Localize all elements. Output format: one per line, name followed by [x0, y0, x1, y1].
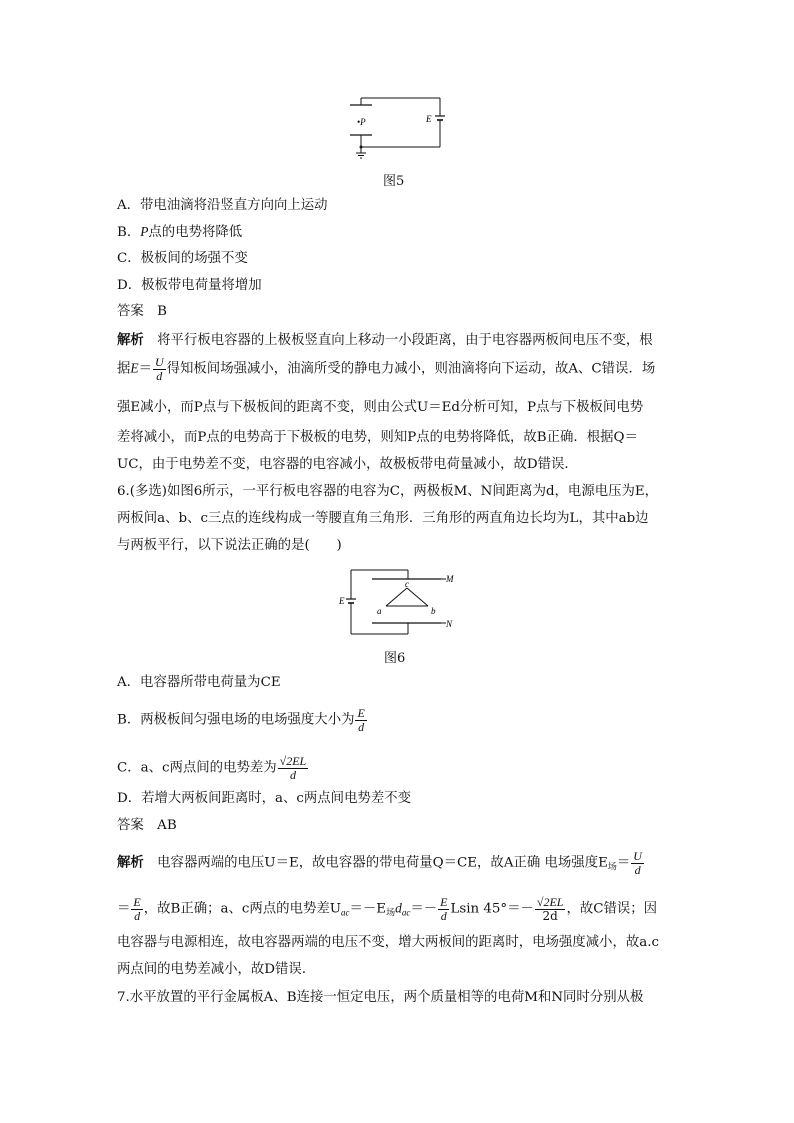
q6-option-b-fraction	[355, 707, 366, 733]
figure-5-caption: 图5	[383, 174, 405, 189]
q6-a2-num2: E	[440, 895, 448, 909]
q6-analysis-line-3: 电容器与电源相连，故电容器两端的电压不变，增大两板间的距离时，电场强度减小，故a.c	[117, 935, 659, 950]
q5-l2-eq: ＝	[138, 361, 152, 377]
q5-answer-label: 答案	[117, 304, 144, 319]
q6-analysis-line-1	[117, 850, 645, 878]
q5-analysis-text-1: 将平行板电容器的上极板竖直向上移动一小段距离，由于电容器两板间电压不变，根	[157, 333, 653, 348]
q6-a2-sub-field: 场	[386, 908, 396, 919]
q6-ob-den: d	[358, 719, 365, 734]
fig6-label-n: N	[446, 619, 453, 629]
q5-option-b-post: 点的电势将降低	[148, 225, 243, 240]
q6-option-a: A．电容器所带电荷量为CE	[117, 675, 281, 690]
q6-a2-eq2: ＝－	[410, 901, 438, 917]
q6-a2-num3: √2EL	[536, 895, 564, 909]
q6-stem-line-1: 6.(多选)如图6所示，一平行板电容器的电容为C，两极板M、N间距离为d，电源电压为E，	[117, 484, 659, 499]
q5-option-b-pre: B．	[117, 225, 141, 240]
q5-answer-value: B	[157, 304, 168, 319]
q6-a2-fraction-3	[535, 896, 566, 922]
q6-a2-mid2: ＝－E	[349, 901, 387, 917]
q6-option-b	[117, 707, 368, 733]
q6-a2-mid: ，故B正确；a、c两点的电势差U	[143, 901, 342, 917]
q5-l2-e: E	[130, 360, 139, 376]
figure-6-circuit	[338, 566, 460, 638]
q5-analysis-label: 解析	[117, 332, 144, 348]
q5-fraction-u-d	[153, 356, 166, 382]
q6-option-c	[117, 755, 309, 781]
q6-a2-sub-ac2: ac	[401, 907, 411, 918]
q5-answer	[117, 302, 167, 322]
fig5-label-p: •P	[357, 117, 366, 127]
q6-a1: 电容器两端的电压U＝E，故电容器的带电荷量Q＝CE，故A正确 电场强度E	[157, 855, 608, 871]
q6-ob-num: E	[357, 706, 365, 720]
q5-option-b	[117, 222, 242, 243]
q6-option-d: D．若增大两板间距离时，a、c两点间电势差不变	[117, 791, 412, 806]
q6-a1-eq: ＝	[616, 855, 631, 871]
q5-analysis-line-2	[117, 356, 655, 382]
q5-l2a: 据	[117, 361, 131, 377]
q5-frac-num: U	[154, 355, 164, 369]
q5-option-a: A．带电油滴将沿竖直方向向上运动	[117, 198, 328, 213]
q6-option-b-text: B．两极板间匀强电场的电场强度大小为	[117, 712, 355, 728]
q6-a2-den1: d	[134, 908, 141, 923]
q6-stem-line-2: 两板间a、b、c三点的连线构成一等腰直角三角形．三角形的两直角边长均为L，其中ab边	[117, 511, 649, 526]
q5-option-d: D．极板带电荷量将增加	[117, 278, 262, 293]
figure-6-caption: 图6	[384, 651, 406, 666]
q6-oc-den: d	[289, 767, 296, 782]
q6-answer-value: AB	[157, 818, 177, 833]
q6-answer	[117, 816, 177, 836]
q6-a1-fraction	[631, 850, 644, 876]
q5-analysis-line-3: 强E减小，而P点与下极板间的距离不变，则由公式U＝Ed分析可知，P点与下极板间电势	[117, 400, 644, 415]
q5-option-b-var: P	[140, 224, 149, 239]
q6-a1-sub: 场	[607, 862, 617, 873]
q6-a2-num1: E	[133, 895, 141, 909]
q6-a2-fraction-2	[438, 896, 449, 922]
q6-analysis-label: 解析	[117, 854, 144, 871]
q6-a1-den: d	[634, 862, 641, 877]
q6-analysis-line-4: 两点间的电势差减小，故D错误．	[117, 962, 316, 977]
q5-frac-den: d	[156, 368, 163, 383]
q6-a2-den3: 2d	[542, 908, 558, 923]
q6-a2-fraction-1	[131, 896, 142, 922]
fig6-label-m: M	[446, 574, 454, 584]
q5-option-c: C．极板间的场强不变	[117, 251, 248, 266]
q6-answer-label: 答案	[117, 818, 144, 833]
q6-option-c-text: C．a、c两点间的电势差为	[117, 760, 277, 776]
q6-a2-sub-ac: ac	[341, 907, 350, 918]
figure-5-circuit	[340, 92, 450, 162]
q5-analysis-line-5: UC，由于电势差不变，电容器的电容减小，故极板带电荷量减小，故D错误．	[117, 457, 578, 472]
q6-a2-eq: ＝	[117, 901, 131, 917]
q6-a2-den2: d	[440, 908, 447, 923]
q7-stem-line-1: 7.水平放置的平行金属板A、B连接一恒定电压，两个质量相等的电荷M和N同时分别从极	[117, 990, 644, 1005]
q6-a2-end: ，故C错误；因	[566, 901, 658, 917]
q6-a2-d: d	[395, 900, 402, 916]
fig6-label-b: b	[431, 606, 436, 616]
q5-l2b: 得知板间场强减小，油滴所受的静电力减小，则油滴将向下运动，故A、C错误．场	[166, 361, 656, 377]
fig6-label-e: E	[339, 596, 345, 606]
q6-oc-num: √2EL	[279, 754, 307, 768]
q6-a1-num: U	[633, 849, 642, 863]
q6-analysis-line-2	[117, 896, 657, 924]
q5-analysis-line-4: 差将减小，而P点的电势高于下极板的电势，则知P点的电势将降低，故B正确．根据Q＝	[117, 430, 638, 445]
q5-analysis-line-1	[117, 330, 653, 351]
fig5-label-e: E	[426, 114, 432, 124]
q6-stem-line-3: 与两板平行，以下说法正确的是( )	[117, 538, 342, 553]
q6-option-c-fraction	[278, 755, 309, 781]
fig6-label-a: a	[377, 606, 382, 616]
q6-a2-lsin: Lsin 45°＝－	[450, 901, 534, 917]
fig6-label-c: c	[405, 579, 409, 589]
